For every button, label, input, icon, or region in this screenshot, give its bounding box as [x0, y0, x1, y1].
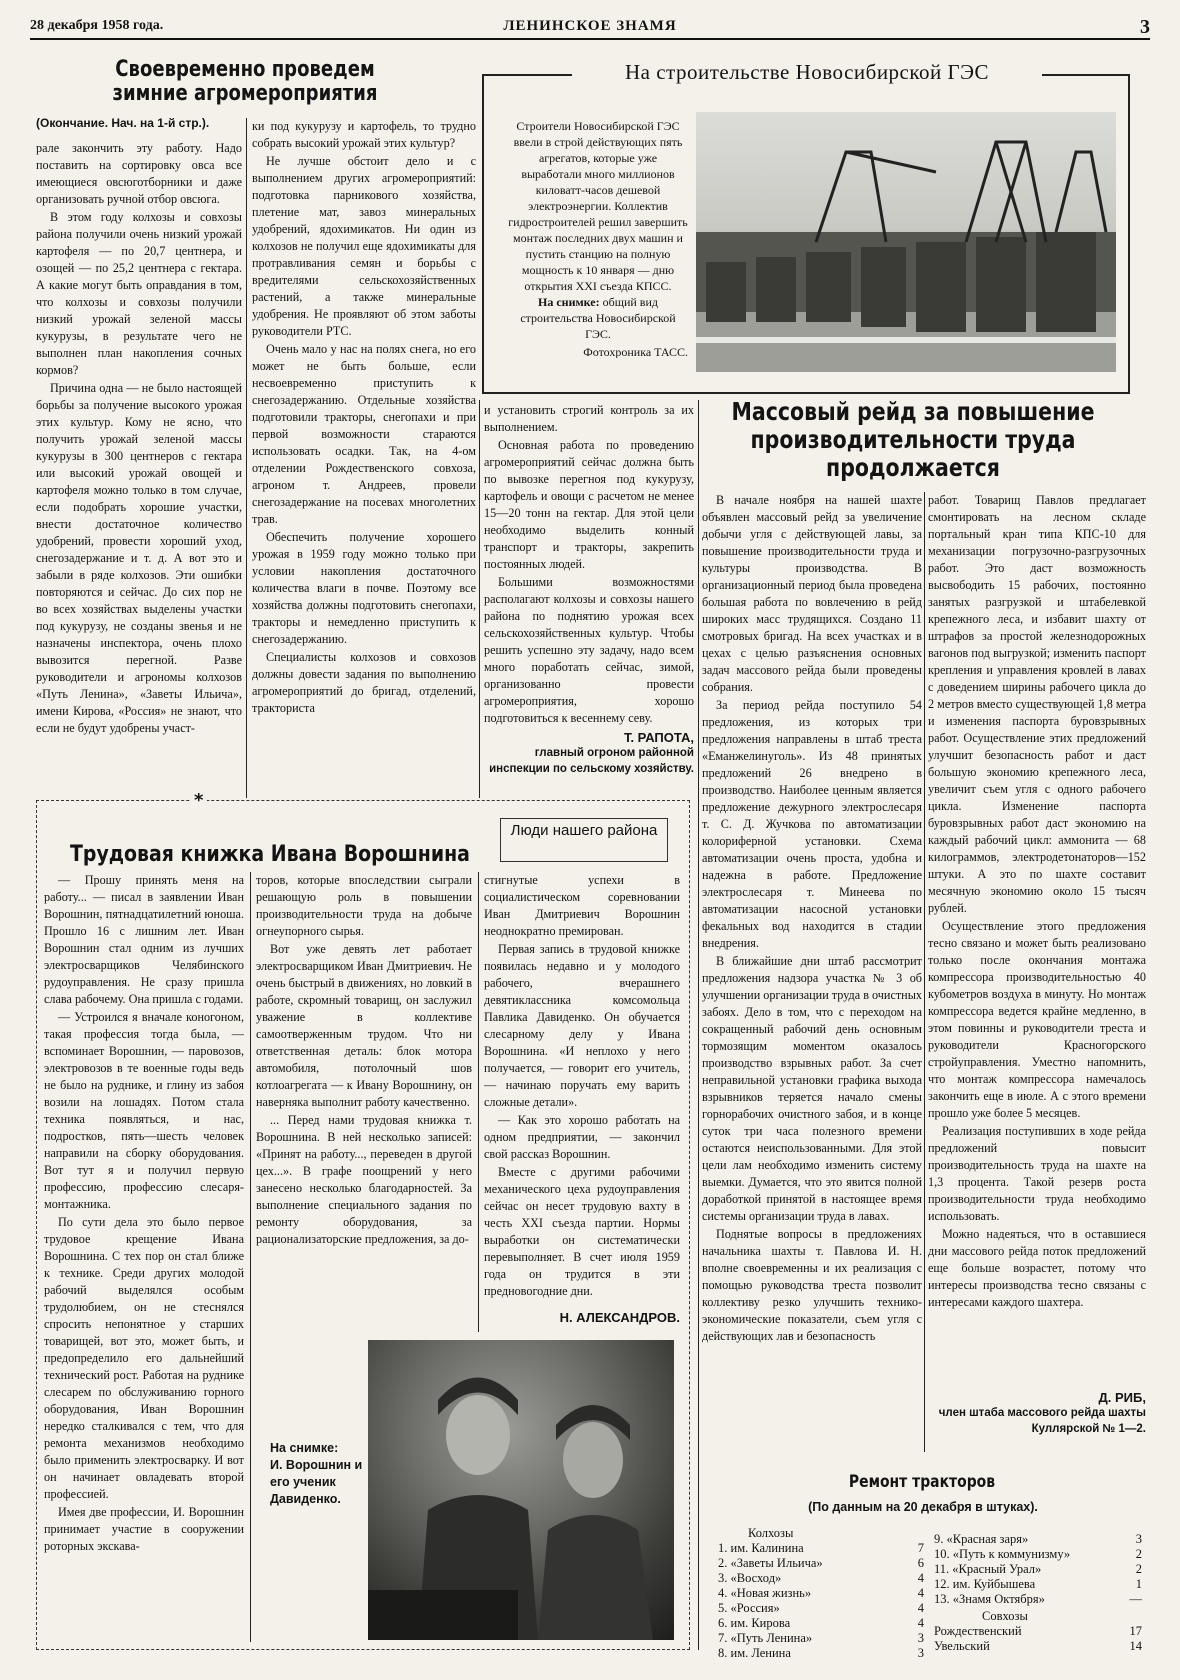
repair-table-sovkhoz	[932, 1624, 1144, 1654]
paragraph: Большими возможностями располагают колхозы и совхозы нашего района по поднятию урожая всех сельскохозяйственных культур. Чтобы решить успешно эту задачу, надо всем много поработать сейчас, зимой, организованно провести агромероприятия, хорошо подготовиться к весеннему севу.	[484, 575, 694, 725]
article1-column-2	[252, 118, 476, 798]
article1-title	[110, 58, 381, 106]
row-name: 8. им. Ленина	[718, 1646, 791, 1660]
paragraph: Обеспечить получение хорошего урожая в 1959 году можно только при условии накопления достаточного количества влаги в почве. Поэтому все хозяйства должны подготовить снегопахи, тракторы и немедленно приступить к снегозадержанию.	[252, 530, 476, 646]
paragraph: Поднятые вопросы в предложениях начальника шахты т. Павлова И. Н. вполне своевременны и их реализация с помощью руководства треста позволит коллективу резко улучшить технико-экономические показатели, съем угля с действующих лав и безопасность	[702, 1227, 922, 1343]
article1-author: Т. РАПОТА,	[623, 730, 694, 745]
rubric-label: Люди нашего района	[510, 822, 658, 839]
paragraph: — Устроился я вначале коногоном, такая профессия тогда была, — вспоминает Ворошнин, — паровозов, электровозов в те военные годы ведь не было на руднике, и глину из забоя возили на лошадях. Потом стала техника появляться, и нас, подростков, пять—шесть человек направили на сборку оборудования. Вот тут я и получил первую профессию, профессию слесаря-монтажника.	[44, 1010, 244, 1211]
paragraph: Первая запись в трудовой книжке появилась недавно и у молодого рабочего, вчерашнего девятиклассника комсомольца Павлика Давиденко. Он обучается слесарному делу у Ивана Ворошнина. «И неплохо у него получается, — говорит его учитель, — начинаю поручать ему варить сложные детали».	[484, 942, 680, 1109]
row-value: 7	[917, 1541, 924, 1555]
paragraph: В ближайшие дни штаб рассмотрит предложения надзора участка № 3 об улучшении организации труда в очистных забоях. Дело в том, что с переходом на сокращенный рабочий день основным тормозящим моментом оказалось производство взрывных работ. За счет неправильной установки графика выхода взрывников теряется начало смены горнорабочих очистного забоя, и в конце суток три часа полезного времени остаются неиспользованными. Для этой цели лам необходимо изменить систему выемки. Думается, что это явится полной доработкой принятой в настоящее время системы организации труда в лавах.	[702, 954, 922, 1223]
two-workers-image	[368, 1340, 674, 1640]
paragraph: Имея две профессии, И. Ворошнин принимает участие в сооружении роторных экскава-	[44, 1505, 244, 1553]
paragraph: ки под кукурузу и картофель, то трудно собрать высокий урожай этих культур?	[252, 119, 476, 150]
row-name: 5. «Россия»	[718, 1601, 780, 1615]
paragraph: Причина одна — не было настоящей борьбы за получение высокого урожая этих культур. Кому не ясно, что получить урожай зеленой массы кукурузы в 300 центнеров с гектара или высокий урожай овощей и картофеля можно только в том случае, если подобрать хорошие участки, внести достаточное количество удобрений, провести хороший уход, снегозадержание и т. д. А вот это и забыли в ряде колхозов. Эти ошибки повторяются и сейчас. До сих пор не во всех хозяйствах выделены участки под кукурузу, не созданы звенья и не назначены инспектора, очень плохо вывозится перегной. Разве руководители и агрономы колхозов «Путь Ленина», «Заветы Ильича», имени Кирова, «Россия» не знают, что если не будут удобрены участ-	[36, 381, 242, 735]
article2-author-position: член штаба массового рейда шахты Куллярской № 1—2.	[938, 1407, 1146, 1435]
table-row	[932, 1562, 1144, 1577]
ges-label-line	[508, 294, 688, 342]
row-value: 4	[917, 1586, 924, 1600]
row-name: 11. «Красный Урал»	[934, 1562, 1042, 1576]
paragraph: работ. Товарищ Павлов предлагает смонтировать на лесном складе портальный кран типа КПС-10 для механизации погрузочно-разгрузочных работ. Это даст возможность высвободить 15 рабочих, постоянно занятых разгрузкой и штабелевкой крепежного леса, и избавит шахту от штрафов за простой железнодорожных вагонов под выгрузкой; изменить паспорт крепления и управления кровлей в лавах с доведением ширины рабочего цикла до 2 метров вместо существующей 1,8 метра и изменения паспорта буровзрывных работ. Осуществление этих предложений улучшит безопасность работ и даст большую экономию крепежного леса, увеличит съем угля с одного рабочего цикла. Изменение паспорта буровзрывных работ даст экономию на каждый рабочий цикл: аммонита — 68 килограммов, электродетонаторов—152 штуки. А это по шахте составит месячную экономию около 15 тысяч рублей.	[928, 493, 1146, 915]
paragraph: рале закончить эту работу. Надо поставить на сортировку овса все имеющиеся овсюготборники и даже организовать ручной отбор овсюга.	[36, 141, 242, 206]
table-row	[932, 1532, 1144, 1547]
article1-author-position: главный огроном районной инспекции по сельскому хозяйству.	[489, 747, 694, 775]
article3-photo-label: На снимке:	[270, 1441, 339, 1455]
row-value: 4	[917, 1571, 924, 1585]
paragraph: ... Перед нами трудовая книжка т. Ворошнина. В ней несколько записей: «Принят на работу..., переведен в другой цех...». В графе поощрений у него занесено несколько благодарностей. За выполнение специального задания по ремонту оборудования, за рационализаторские предложения, за до-	[256, 1113, 472, 1246]
column-rule	[478, 872, 479, 1332]
row-name: 9. «Красная заря»	[934, 1532, 1029, 1546]
article2-title-line2: производительности труда	[750, 425, 1076, 454]
article1-title-line2: зимние агромероприятия	[112, 81, 378, 106]
article2-title	[729, 398, 1098, 482]
asterisk-icon: *	[190, 790, 207, 811]
article1-signature-block	[484, 730, 694, 777]
repair-title: Ремонт тракторов	[848, 1472, 996, 1492]
row-value: 3	[917, 1631, 924, 1645]
paragraph: В начале ноября на нашей шахте объявлен массовый рейд за увеличение добычи угля с действующей лавы, за повышение производительности труда и культуры производства. В организационный период была проведена большая работа по вовлечению в рейд широких масс трудящихся. Создано 11 смотровых бригад. На всех участках и в цехах с целью разъяснения основных задач массового рейда были проведены собрания.	[702, 493, 922, 694]
repair-table-left	[716, 1541, 926, 1661]
row-value: 2	[1135, 1562, 1142, 1576]
row-name: 13. «Знамя Октября»	[934, 1592, 1045, 1606]
row-name: 4. «Новая жизнь»	[718, 1586, 812, 1600]
paragraph: Не лучше обстоит дело и с выполнением других агромероприятий: подготовка парникового хозяйства, плетение мат, завоз минеральных удобрений, ядохимикатов. Ни один из колхозов не получил еще ядохимикаты для протравливания семян и борьбы с вредителями сельскохозяйственных растений, а также минеральные удобрения. Не проявляют об этом заботы руководители РТС.	[252, 154, 476, 338]
paragraph: Вместе с другими рабочими механического цеха рудоуправления сейчас он несет трудовую вахту в честь XXI съезда партии. Нормы выработки он систематически перевыполняет. В счет июля 1959 года он трудится в эти предновогодние дни.	[484, 1165, 680, 1298]
paragraph: По сути дела это было первое трудовое крещение Ивана Ворошнина. С тех пор он стал ближе к технике. Среди других молодой рабочий выделялся особым трудолюбием, он не стеснялся спросить непонятное у старших товарищей, вот это, может быть, и предопределило его дальнейший технический рост. Работая на руднике слесарем по обслуживанию горного оборудования, Иван Ворошнин нередко сталкивался с тем, что для ремонта механизмов необходимо было применить электросварку. И вот он начинает овладевать второй профессией.	[44, 1215, 244, 1501]
voroshnin-photo	[368, 1340, 674, 1640]
article2-signature-block	[928, 1390, 1146, 1437]
row-value: 14	[1129, 1639, 1142, 1653]
column-rule	[250, 872, 251, 1642]
repair-group-sovkhozy: Совхозы	[982, 1609, 1028, 1623]
article3-column-2	[256, 872, 472, 1318]
page-number: 3	[1140, 16, 1150, 38]
table-row	[932, 1624, 1144, 1639]
newspaper-title: ЛЕНИНСКОЕ ЗНАМЯ	[503, 18, 677, 34]
ges-photo	[696, 112, 1116, 372]
ges-label-text: общий вид строительства Новосибирской ГЭС.	[520, 295, 676, 341]
article1-note: (Окончание. Нач. на 1-й стр.).	[36, 116, 210, 130]
paragraph: и установить строгий контроль за их выполнением.	[484, 403, 694, 434]
paragraph: Очень мало у нас на полях снега, но его может не быть больше, если несвоевременно приступить к снегозадержанию. Отдельные хозяйства подготовили тракторы, снегопахи и при первой возможности стараются использовать осадки. Так, на 4-ом отделении Рождественского совхоза, агроном т. Андреев, провели снегозадержание на посевах многолетних трав.	[252, 342, 476, 526]
row-value: 1	[1135, 1577, 1142, 1591]
row-name: 2. «Заветы Ильича»	[718, 1556, 823, 1570]
dam-construction-image	[696, 112, 1116, 372]
rubric-box	[500, 818, 668, 862]
paragraph: Осуществление этого предложения тесно связано и может быть реализовано только после окончания монтажа компрессора производительностью 40 кубометров воздуха в минуту. Но монтаж компрессора ведется крайне медленно, в этом повинны и руководители треста и руководители Красногорского стройуправления. Уместно напомнить, что монтаж компрессора намечалось закончить еще в июле. А с этого времени прошло уже более 5 месяцев.	[928, 919, 1146, 1120]
article3-photo-text: И. Ворошнин и его ученик Давиденко.	[270, 1458, 363, 1506]
repair-right-list	[932, 1532, 1150, 1654]
row-value: 4	[917, 1601, 924, 1615]
table-row	[716, 1646, 926, 1661]
repair-group-kolkhozy: Колхозы	[748, 1526, 794, 1540]
column-rule	[479, 400, 480, 798]
repair-subtitle: (По данным на 20 декабря в штуках).	[808, 1500, 1038, 1514]
repair-left-list	[716, 1526, 926, 1661]
ges-credit: Фотохроника ТАСС.	[583, 345, 688, 358]
paragraph: — Прошу принять меня на работу... — писал в заявлении Иван Ворошнин, пятнадцатилетний юноша. Прошло 16 с лишним лет. Иван Ворошнин стал одним из лучших электросварщиков Челябинского рудоуправления. Не сразу пришла слава рабочему. Она пришла с годами.	[44, 873, 244, 1006]
table-row	[716, 1601, 926, 1616]
table-row	[932, 1639, 1144, 1654]
row-value: 3	[917, 1646, 924, 1660]
article3-photo-caption	[270, 1440, 370, 1508]
article3-title: Трудовая книжка Ивана Ворошнина	[70, 842, 470, 867]
column-rule	[924, 492, 925, 1452]
table-row	[932, 1577, 1144, 1592]
row-name: 10. «Путь к коммунизму»	[934, 1547, 1071, 1561]
ges-caption: Строители Новосибирской ГЭС ввели в строй действующих пять агрегатов, которые уже выработали много миллионов киловатт-часов дешевой электроэнергии. Коллектив гидростроителей решил завершить монтаж последних двух машин и пустить станцию на полную мощность к 10 января — дню открытия XXI съезда КПСС.	[508, 119, 688, 293]
paragraph: — Как это хорошо работать на одном предприятии, — закончил свой рассказ Ворошнин.	[484, 1113, 680, 1161]
article2-author: Д. РИБ,	[1098, 1390, 1146, 1405]
row-value: 4	[917, 1616, 924, 1630]
article2-column-1	[702, 492, 922, 1464]
row-name: Рождественский	[934, 1624, 1022, 1638]
masthead	[30, 18, 1150, 40]
table-row	[716, 1541, 926, 1556]
column-rule	[246, 118, 247, 798]
article1-column-3	[484, 402, 694, 732]
repair-table-right	[932, 1532, 1144, 1607]
table-row	[716, 1556, 926, 1571]
paragraph: стигнутые успехи в социалистическом соревновании Иван Дмитриевич Ворошнин неоднократно премирован.	[484, 873, 680, 938]
row-name: 1. им. Калинина	[718, 1541, 804, 1555]
paragraph: В этом году колхозы и совхозы района получили очень низкий урожай картофеля — по 20,7 центнера, и озощей — по 25,2 центнера с гектара. А какие могут быть оправдания в том, что колхозы и совхозы получили низкий урожай зеленой массы кукурузы, в результате чего не выполнен план накопления сочных кормов?	[36, 210, 242, 377]
row-name: Увельский	[934, 1639, 990, 1653]
paragraph: Специалисты колхозов и совхозов должны довести задания по выполнению агромероприятий до бригад, отделений, тракториста	[252, 650, 476, 715]
paragraph: Вот уже девять лет работает электросварщиком Иван Дмитриевич. Не очень быстрый в движениях, но ловкий в работе, скромный товарищ, он заслужил уважение в коллективе самоотверженным трудом. Что ни ответственная деталь: блок мотора автомобиля, потолочный шов котлоагрегата — к Ивану Ворошнину, он наверняка выполнит работу качественно.	[256, 942, 472, 1109]
row-value: 6	[917, 1556, 924, 1570]
column-rule	[698, 400, 699, 1650]
table-row	[716, 1616, 926, 1631]
table-row	[716, 1631, 926, 1646]
row-name: 12. им. Куйбышева	[934, 1577, 1036, 1591]
paragraph: Основная работа по проведению агромероприятий сейчас должна быть по вывозке перегноя под кукурузу, картофель и овощи с расчетом не менее 15—20 тонн на гектар. Для этой цели необходимо выделить конный транспорт и тракторы, закрепить постоянных людей.	[484, 438, 694, 571]
article3-column-1	[44, 872, 244, 1642]
table-row	[932, 1547, 1144, 1562]
ges-caption-block	[508, 118, 688, 358]
ges-header: На строительстве Новосибирской ГЭС	[572, 60, 1042, 85]
table-row	[716, 1571, 926, 1586]
row-name: 7. «Путь Ленина»	[718, 1631, 813, 1645]
ges-label: На снимке:	[538, 295, 600, 309]
table-row	[716, 1586, 926, 1601]
issue-date: 28 декабря 1958 года.	[30, 18, 164, 33]
article3-author: Н. АЛЕКСАНДРОВ.	[559, 1310, 680, 1325]
paragraph: Можно надеяться, что в оставшиеся дни массового рейда поток предложений еще больше возрастет, потому что интересы производства тесно связаны с интересами каждого шахтера.	[928, 1227, 1146, 1309]
article2-column-2	[928, 492, 1146, 1392]
paragraph: Реализация поступивших в ходе рейда предложений повысит производительность труда на шахте на 1,3 процента. Такой резерв роста производительности труда необходимо использовать.	[928, 1124, 1146, 1223]
row-name: 6. им. Кирова	[718, 1616, 791, 1630]
row-value: 2	[1135, 1547, 1142, 1561]
row-value: —	[1129, 1592, 1142, 1606]
article1-title-line1: Своевременно проведем	[115, 57, 375, 82]
paragraph: торов, которые впоследствии сыграли решающую роль в повышении производительности труда на добыче огнеупорного сырья.	[256, 873, 472, 938]
table-row	[932, 1592, 1144, 1607]
article3-column-3	[484, 872, 680, 1312]
article1-column-1	[36, 140, 242, 800]
row-value: 3	[1135, 1532, 1142, 1546]
article2-title-line3: продолжается	[826, 453, 1000, 482]
row-name: 3. «Восход»	[718, 1571, 782, 1585]
row-value: 17	[1129, 1624, 1142, 1638]
article2-title-line1: Массовый рейд за повышение	[731, 397, 1095, 426]
paragraph: За период рейда поступило 54 предложения, из которых три предложения направлены в штаб треста «Еманжелинуголь». Из 48 принятых предложений 26 внедрено в производство. Наиболее ценным является предложение дежурного электрослесаря т. С. Д. Жучкова по автоматизации колориферной установки. Схема автоматизации очень проста, удобна и надежна в работе. Предложение электрослесаря т. Минеева по автоматизации насосной установки фекальных вод находится в стадии внедрения.	[702, 698, 922, 950]
